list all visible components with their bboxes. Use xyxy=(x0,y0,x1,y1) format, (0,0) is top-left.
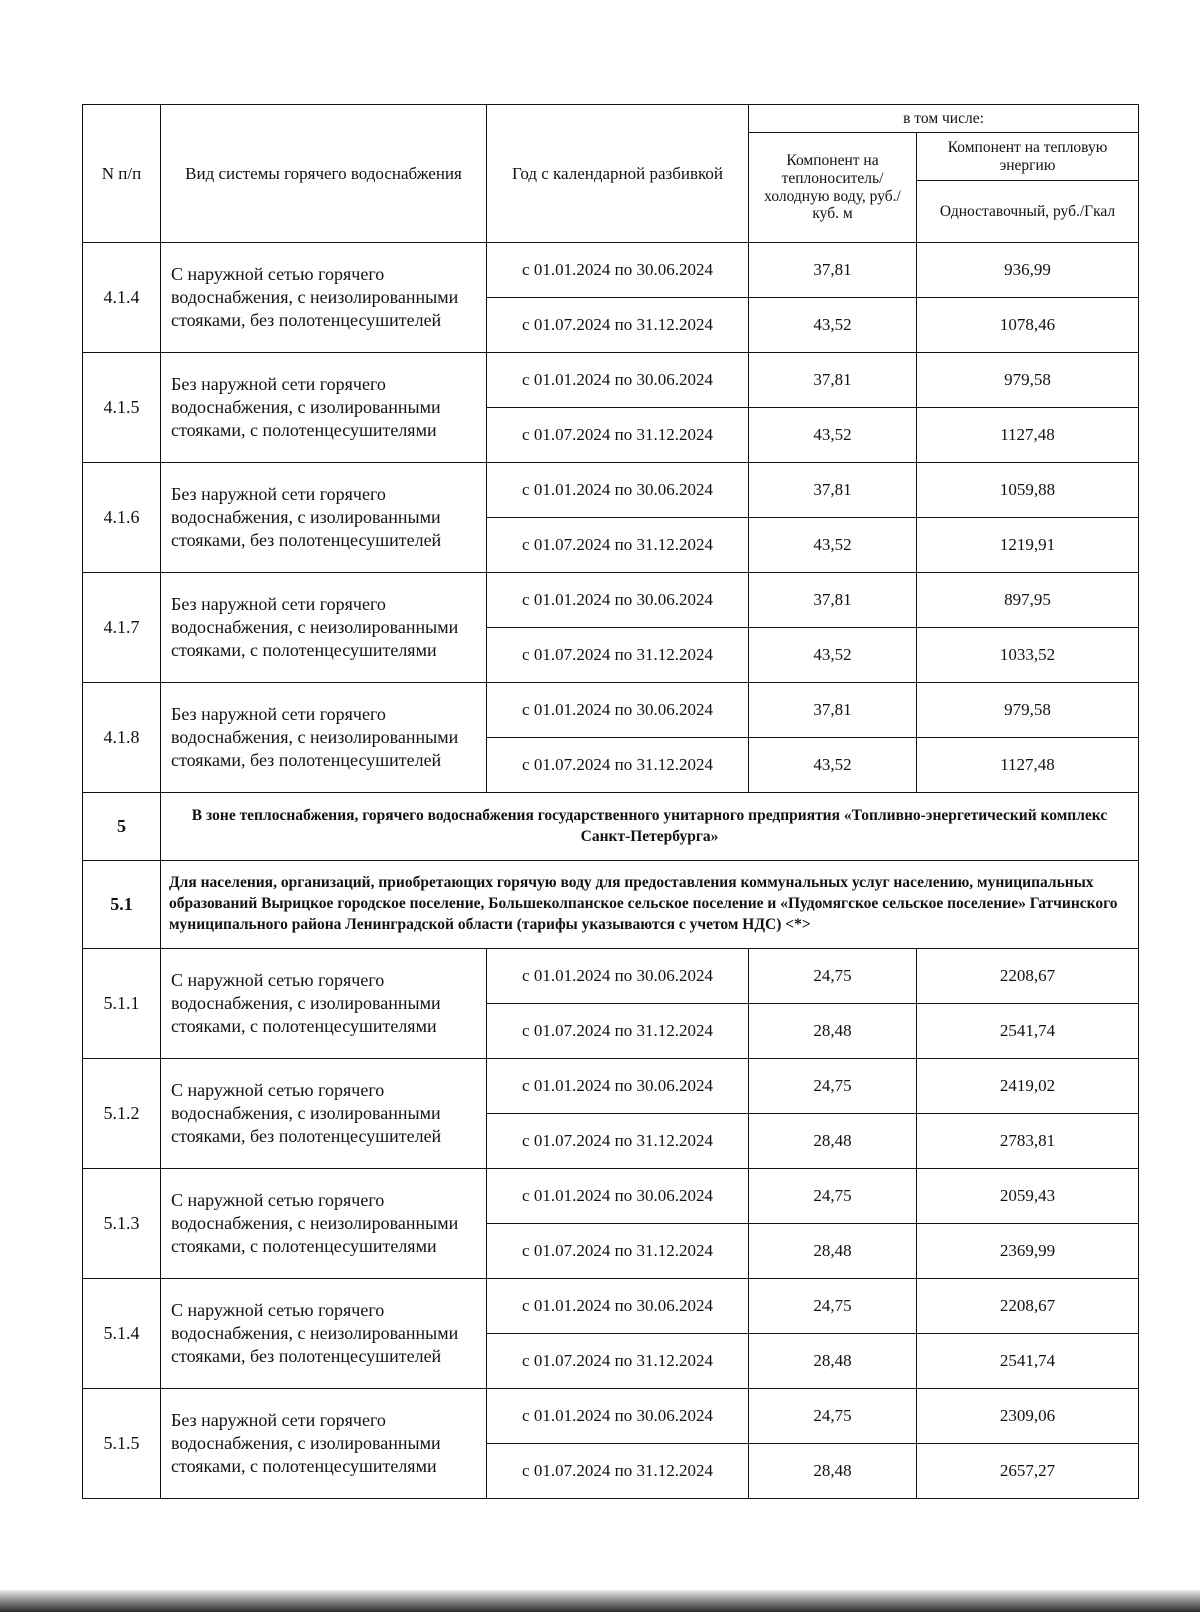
heat-value-cell: 979,58 xyxy=(917,683,1139,738)
carrier-value-cell: 43,52 xyxy=(749,738,917,793)
heat-value-cell: 1127,48 xyxy=(917,738,1139,793)
system-type-cell: Без наружной сети горячего водоснабжения, с изолированными стояками, с полотенцесушителями xyxy=(161,353,487,463)
subzone-heading: Для населения, организаций, приобретающих горячую воду для предоставления коммунальных услуг населению, муниципальных образований Вырицкое городское поселение, Большеколпанское сельское поселение и «Пудомягское сельское поселение» Гатчинского муниципального района Ленинградской области (тарифы указываются с учетом НДС) <*> xyxy=(161,861,1139,949)
heat-value-cell: 979,58 xyxy=(917,353,1139,408)
heat-value-cell: 2208,67 xyxy=(917,1279,1139,1334)
period-cell: с 01.01.2024 по 30.06.2024 xyxy=(487,243,749,298)
carrier-value-cell: 28,48 xyxy=(749,1224,917,1279)
period-cell: с 01.01.2024 по 30.06.2024 xyxy=(487,683,749,738)
subzone-number: 5.1 xyxy=(83,861,161,949)
table-row xyxy=(83,1059,1139,1114)
carrier-value-cell: 28,48 xyxy=(749,1114,917,1169)
carrier-value-cell: 43,52 xyxy=(749,408,917,463)
zone-number: 5 xyxy=(83,793,161,861)
period-cell: с 01.01.2024 по 30.06.2024 xyxy=(487,949,749,1004)
carrier-value-cell: 43,52 xyxy=(749,298,917,353)
period-cell: с 01.01.2024 по 30.06.2024 xyxy=(487,353,749,408)
period-cell: с 01.01.2024 по 30.06.2024 xyxy=(487,1279,749,1334)
system-type-cell: С наружной сетью горячего водоснабжения, с изолированными стояками, без полотенцесушителей xyxy=(161,1059,487,1169)
row-number: 5.1.1 xyxy=(83,949,161,1059)
row-number: 5.1.2 xyxy=(83,1059,161,1169)
period-cell: с 01.07.2024 по 31.12.2024 xyxy=(487,1334,749,1389)
heat-value-cell: 1078,46 xyxy=(917,298,1139,353)
heat-value-cell: 1059,88 xyxy=(917,463,1139,518)
header-year: Год с календарной разбивкой xyxy=(487,105,749,243)
tariff-table xyxy=(82,104,1139,1499)
period-cell: с 01.07.2024 по 31.12.2024 xyxy=(487,1444,749,1499)
period-cell: с 01.07.2024 по 31.12.2024 xyxy=(487,408,749,463)
carrier-value-cell: 24,75 xyxy=(749,1389,917,1444)
carrier-value-cell: 37,81 xyxy=(749,353,917,408)
table-row xyxy=(83,1279,1139,1334)
period-cell: с 01.01.2024 по 30.06.2024 xyxy=(487,1169,749,1224)
carrier-value-cell: 28,48 xyxy=(749,1334,917,1389)
table-row xyxy=(83,573,1139,628)
period-cell: с 01.01.2024 по 30.06.2024 xyxy=(487,1389,749,1444)
period-cell: с 01.07.2024 по 31.12.2024 xyxy=(487,1224,749,1279)
period-cell: с 01.01.2024 по 30.06.2024 xyxy=(487,1059,749,1114)
heat-value-cell: 2419,02 xyxy=(917,1059,1139,1114)
heat-value-cell: 2657,27 xyxy=(917,1444,1139,1499)
heat-value-cell: 2208,67 xyxy=(917,949,1139,1004)
table-row xyxy=(83,1389,1139,1444)
header-num: N п/п xyxy=(83,105,161,243)
header-single-rate: Одноставочный, руб./Гкал xyxy=(917,181,1139,243)
header-including: в том числе: xyxy=(749,105,1139,133)
system-type-cell: С наружной сетью горячего водоснабжения, с неизолированными стояками, без полотенцесушителей xyxy=(161,243,487,353)
table-header xyxy=(83,105,1139,243)
system-type-cell: Без наружной сети горячего водоснабжения, с изолированными стояками, с полотенцесушителями xyxy=(161,1389,487,1499)
carrier-value-cell: 37,81 xyxy=(749,463,917,518)
heat-value-cell: 2309,06 xyxy=(917,1389,1139,1444)
period-cell: с 01.07.2024 по 31.12.2024 xyxy=(487,1004,749,1059)
row-number: 5.1.4 xyxy=(83,1279,161,1389)
carrier-value-cell: 24,75 xyxy=(749,1279,917,1334)
system-type-cell: Без наружной сети горячего водоснабжения, с изолированными стояками, без полотенцесушителей xyxy=(161,463,487,573)
system-type-cell: С наружной сетью горячего водоснабжения, с неизолированными стояками, с полотенцесушителями xyxy=(161,1169,487,1279)
row-number: 4.1.6 xyxy=(83,463,161,573)
heat-value-cell: 1033,52 xyxy=(917,628,1139,683)
row-number: 4.1.8 xyxy=(83,683,161,793)
period-cell: с 01.01.2024 по 30.06.2024 xyxy=(487,463,749,518)
table-row xyxy=(83,243,1139,298)
heat-value-cell: 2541,74 xyxy=(917,1004,1139,1059)
heat-value-cell: 897,95 xyxy=(917,573,1139,628)
table-row xyxy=(83,353,1139,408)
carrier-value-cell: 24,75 xyxy=(749,949,917,1004)
table-body-section-5 xyxy=(83,949,1139,1499)
system-type-cell: Без наружной сети горячего водоснабжения, с неизолированными стояками, без полотенцесушителей xyxy=(161,683,487,793)
system-type-cell: Без наружной сети горячего водоснабжения, с неизолированными стояками, с полотенцесушителями xyxy=(161,573,487,683)
heat-value-cell: 1127,48 xyxy=(917,408,1139,463)
carrier-value-cell: 37,81 xyxy=(749,573,917,628)
table-row xyxy=(83,949,1139,1004)
zone-heading: В зоне теплоснабжения, горячего водоснабжения государственного унитарного предприятия «Топливно-энергетический комплекс Санкт-Петербурга» xyxy=(161,793,1139,861)
carrier-value-cell: 43,52 xyxy=(749,628,917,683)
table-row xyxy=(83,683,1139,738)
table-row xyxy=(83,463,1139,518)
heat-value-cell: 2541,74 xyxy=(917,1334,1139,1389)
header-carrier-component: Компонент на теплоноситель/ холодную воду, руб./куб. м xyxy=(749,133,917,243)
carrier-value-cell: 43,52 xyxy=(749,518,917,573)
period-cell: с 01.01.2024 по 30.06.2024 xyxy=(487,573,749,628)
row-number: 5.1.5 xyxy=(83,1389,161,1499)
zone-section xyxy=(83,793,1139,949)
table-row xyxy=(83,1169,1139,1224)
carrier-value-cell: 37,81 xyxy=(749,243,917,298)
heat-value-cell: 2783,81 xyxy=(917,1114,1139,1169)
carrier-value-cell: 37,81 xyxy=(749,683,917,738)
row-number: 4.1.4 xyxy=(83,243,161,353)
row-number: 5.1.3 xyxy=(83,1169,161,1279)
heat-value-cell: 2059,43 xyxy=(917,1169,1139,1224)
header-heat-component: Компонент на тепловую энергию xyxy=(917,133,1139,181)
carrier-value-cell: 28,48 xyxy=(749,1444,917,1499)
period-cell: с 01.07.2024 по 31.12.2024 xyxy=(487,518,749,573)
period-cell: с 01.07.2024 по 31.12.2024 xyxy=(487,1114,749,1169)
carrier-value-cell: 24,75 xyxy=(749,1059,917,1114)
system-type-cell: С наружной сетью горячего водоснабжения, с неизолированными стояками, без полотенцесушителей xyxy=(161,1279,487,1389)
heat-value-cell: 2369,99 xyxy=(917,1224,1139,1279)
scan-edge-shadow xyxy=(0,1590,1200,1612)
period-cell: с 01.07.2024 по 31.12.2024 xyxy=(487,298,749,353)
row-number: 4.1.7 xyxy=(83,573,161,683)
heat-value-cell: 1219,91 xyxy=(917,518,1139,573)
carrier-value-cell: 28,48 xyxy=(749,1004,917,1059)
carrier-value-cell: 24,75 xyxy=(749,1169,917,1224)
period-cell: с 01.07.2024 по 31.12.2024 xyxy=(487,738,749,793)
period-cell: с 01.07.2024 по 31.12.2024 xyxy=(487,628,749,683)
table-body-section-4 xyxy=(83,243,1139,793)
system-type-cell: С наружной сетью горячего водоснабжения, с изолированными стояками, с полотенцесушителями xyxy=(161,949,487,1059)
row-number: 4.1.5 xyxy=(83,353,161,463)
heat-value-cell: 936,99 xyxy=(917,243,1139,298)
header-system-type: Вид системы горячего водоснабжения xyxy=(161,105,487,243)
